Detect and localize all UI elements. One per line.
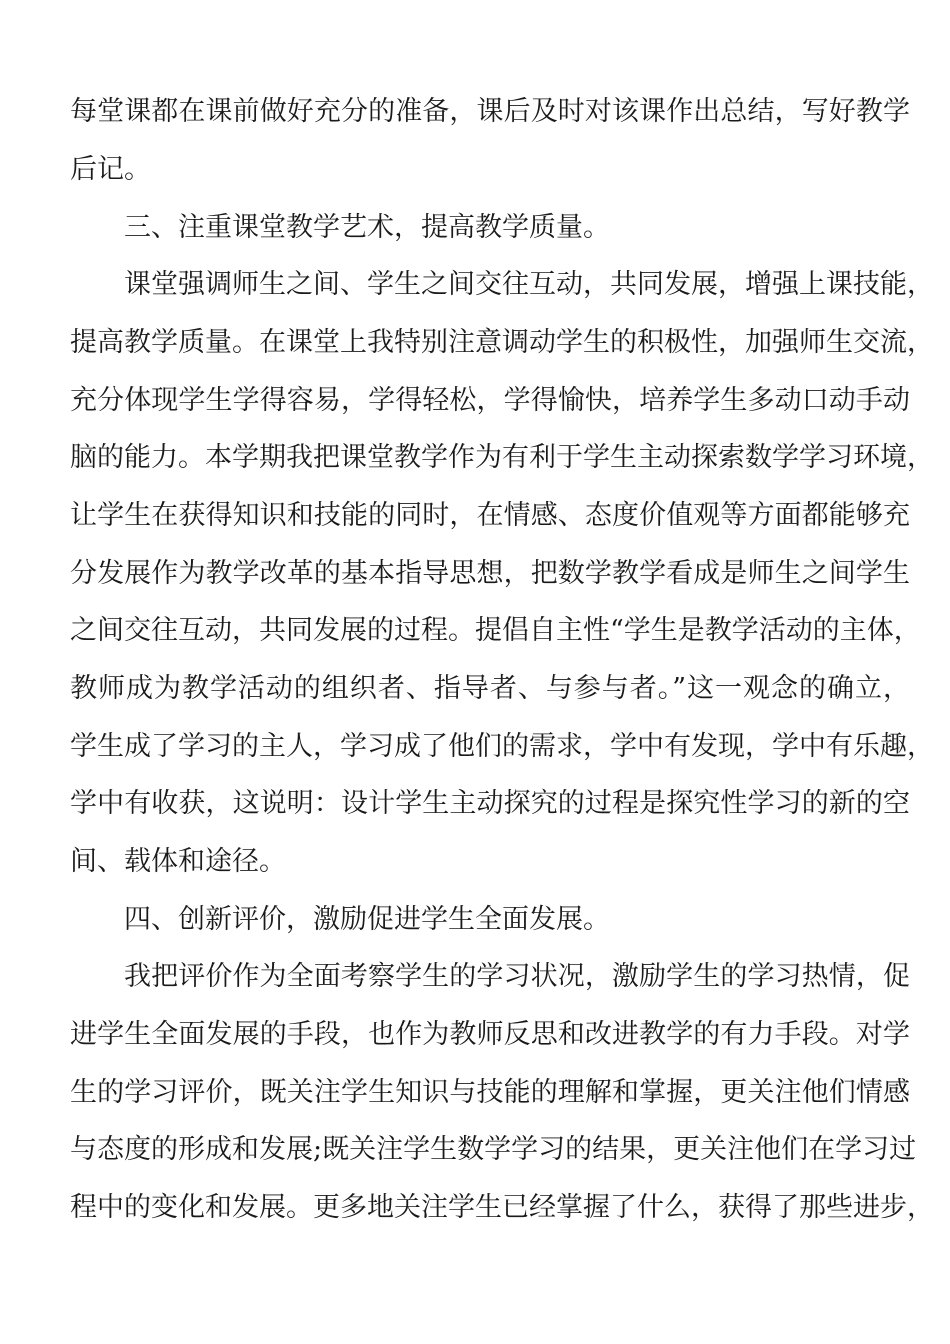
text-line: 脑的能力。本学期我把课堂教学作为有利于学生主动探索数学学习环境， — [70, 442, 934, 473]
text-line: 生的学习评价，既关注学生知识与技能的理解和掌握，更关注他们情感 — [70, 1077, 910, 1108]
text-line: 后记。 — [70, 154, 151, 185]
text-line: 提高教学质量。在课堂上我特别注意调动学生的积极性，加强师生交流， — [70, 327, 934, 358]
text-line: 每堂课都在课前做好充分的准备，课后及时对该课作出总结，写好教学 — [70, 96, 910, 127]
section-heading: 三、注重课堂教学艺术，提高教学质量。 — [124, 212, 610, 243]
text-line: 课堂强调师生之间、学生之间交往互动，共同发展，增强上课技能， — [124, 269, 934, 300]
text-line: 学中有收获，这说明：设计学生主动探究的过程是探究性学习的新的空 — [70, 788, 910, 819]
text-line: 间、载体和途径。 — [70, 846, 286, 877]
text-line: 分发展作为教学改革的基本指导思想，把数学教学看成是师生之间学生 — [70, 558, 910, 589]
text-line: 我把评价作为全面考察学生的学习状况，激励学生的学习热情，促 — [124, 961, 910, 992]
text-line: 之间交往互动，共同发展的过程。提倡自主性“学生是教学活动的主体， — [70, 615, 921, 646]
text-line: 学生成了学习的主人，学习成了他们的需求，学中有发现，学中有乐趣， — [70, 731, 934, 762]
section-heading: 四、创新评价，激励促进学生全面发展。 — [124, 904, 610, 935]
text-line: 程中的变化和发展。更多地关注学生已经掌握了什么，获得了那些进步， — [70, 1192, 934, 1223]
text-line: 与态度的形成和发展;既关注学生数学学习的结果，更关注他们在学习过 — [70, 1134, 917, 1165]
text-line: 进学生全面发展的手段，也作为教师反思和改进教学的有力手段。对学 — [70, 1019, 910, 1050]
text-line: 让学生在获得知识和技能的同时，在情感、态度价值观等方面都能够充 — [70, 500, 910, 531]
text-line: 教师成为教学活动的组织者、指导者、与参与者。”这一观念的确立， — [70, 673, 910, 704]
text-line: 充分体现学生学得容易，学得轻松，学得愉快，培养学生多动口动手动 — [70, 385, 910, 416]
